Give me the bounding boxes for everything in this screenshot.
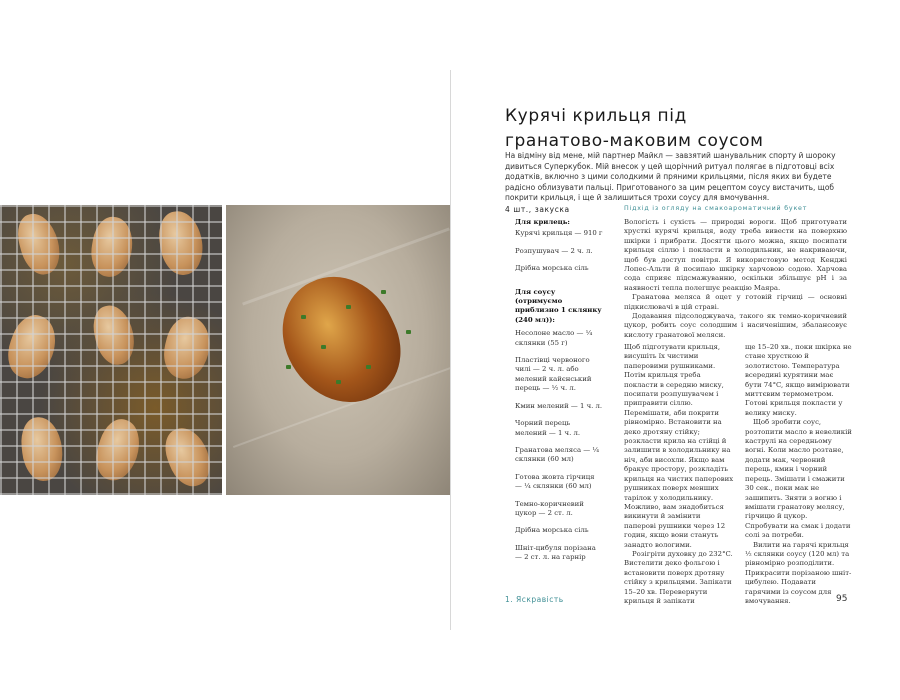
photo-glazed-wing — [226, 205, 450, 495]
recipe-intro: На відміну від мене, мій партнер Майкл — завзятий шанувальник спорту й шороку дивиться Суперкубок. Мій внесок у цей щорічний ритуал полягає в підготовці всіх додатків, включно з цими солодкими й пряними крильцями, після яких ви будете радісно облизувати пальці. Приготованого за цим рецептом соусу вистачить, щоб покрити крильця, і ще й залишиться трохи соусу для вмочування. — [505, 151, 836, 202]
method-paragraph: Вилити на гарячі крильця ½ склянки соусу (120 мл) та рівномірно розподілити. Прикрасити порізаною шніт-цибулею. Подавати гарячими із соусом для вмочування. — [745, 540, 852, 605]
recipe-title — [505, 104, 764, 154]
ingredient-item: Розпушувач — 2 ч. л. — [515, 246, 593, 255]
wings-heading: Для крилець: — [515, 218, 570, 226]
recipe-photo — [0, 205, 450, 495]
review-paragraph: Гранатова меляса й оцет у готовій гірчиці — основні підкислювачі в цій страві. — [624, 293, 847, 311]
sauce-heading: Для соусу (отримуємо приблизно 1 склянку (240 мл)): — [515, 287, 602, 324]
method-paragraph: Щоб зробити соус, розтопити масло в невеликій каструлі на середньому вогні. Коли масло розтане, додати мак, червоний перець, кмин і чорний перець. Змішати і смажити 30 сек., поки мак не зашипить. Зняти з вогню і вмішати гранатову мелясу, гірчицю й цукор. Спробувати на смак і додати солі за потреби. — [745, 418, 852, 540]
recipe-yield: 4 шт., закуска — [505, 205, 570, 214]
ingredient-item: Курячі крильця — 910 г — [515, 229, 603, 238]
method-paragraph: Щоб підготувати крильця, висушіть їх чистими паперовими рушниками. Потім крильця треба покласти в середню миску, посипати розпушувачем і приправити сіллю. Перемішати, аби покрити рівномірно. Встановити на деко дротяну стійку; розкласти крила на стійці й залишити в холодильнику на ніч, аби висохли. Якщо вам бракує простору, розкладіть крильця на чистих паперових рушниках поверх менших тарілок у холодильнику. Можливо, вам знадобиться викинути й замінити паперові рушники через 12 годин, якщо вони стануть занадто вологими. — [624, 343, 734, 549]
ingredient-item: Кмин мелений — 1 ч. л. — [515, 401, 603, 410]
review-paragraph: Додавання підсолоджувача, такого як темно-коричневий цукор, робить соус солодшим і насиченішим, збалансовує кислоту гранатової меляси. — [624, 312, 847, 339]
review-paragraph: Вологість і сухість — природні вороги. Щоб приготувати хрусткі курячі крильця, воду треба вивести на поверхню шкірки і прибрати. Досягти цього можна, якщо посипати крильця сіллю і покласти в холодильник, не накриваючи, щоб був доступ повітря. Я використовую метод Кенджі Лопес-Альти й посипаю шкірку харчовою содою. Харчова сода сприяє підсмажуванню, оскільки збільшує pH і за наявності тепла полегшує реакцію Маяра. — [624, 218, 847, 292]
ingredient-item: Чорний перець мелений — 1 ч. л. — [515, 419, 581, 437]
ingredient-item: Гранатова меляса — ¼ склянки (60 мл) — [515, 445, 599, 464]
photo-wings-on-rack — [0, 205, 222, 495]
recipe-title-line2: гранатово-маковим соусом — [505, 131, 764, 151]
ingredient-item: Готова жовта гірчиця — ¼ склянки (60 мл) — [515, 472, 595, 491]
method-paragraph: Розігріти духовку до 232°C. Вистелити деко фольгою і встановити поверх дротяну стійку з крильцями. Запікати 15–20 хв. Перевернути крильця й запікати — [624, 549, 733, 605]
ingredient-item: Несолоне масло — ¼ склянки (55 г) — [515, 329, 593, 347]
ingredient-item: Пластівці червоного чилі — 2 ч. л. або мелений кайєнський перець — ½ ч. л. — [515, 356, 592, 393]
page-spine — [450, 70, 451, 630]
method-column-1 — [624, 343, 734, 606]
recipe-title-line1: Курячі крильця під — [505, 106, 687, 126]
flavor-approach-heading: Підхід із огляду на смакоароматичний букет — [624, 205, 808, 212]
ingredient-item: Темно-коричневий цукор — 2 ст. л. — [515, 499, 584, 517]
ingredient-item: Шніт-цибуля порізана — 2 ст. л. на гарнір — [515, 543, 596, 562]
ingredient-item: Дрібна морська сіль — [515, 526, 589, 535]
flavor-approach-text — [624, 218, 847, 340]
ingredient-item: Дрібна морська сіль — [515, 264, 589, 273]
footer-section-label: 1. Яскравість — [505, 595, 564, 604]
page-number: 95 — [836, 594, 848, 604]
method-column-2 — [745, 343, 852, 606]
ingredients-list — [515, 218, 603, 571]
method-paragraph: ще 15–20 хв., поки шкірка не стане хрусткою й золотистою. Температура всередині курятини має бути 74°C, якщо вимірювати миттєвим термометром. Готові крильця покласти у велику миску. — [745, 343, 852, 417]
